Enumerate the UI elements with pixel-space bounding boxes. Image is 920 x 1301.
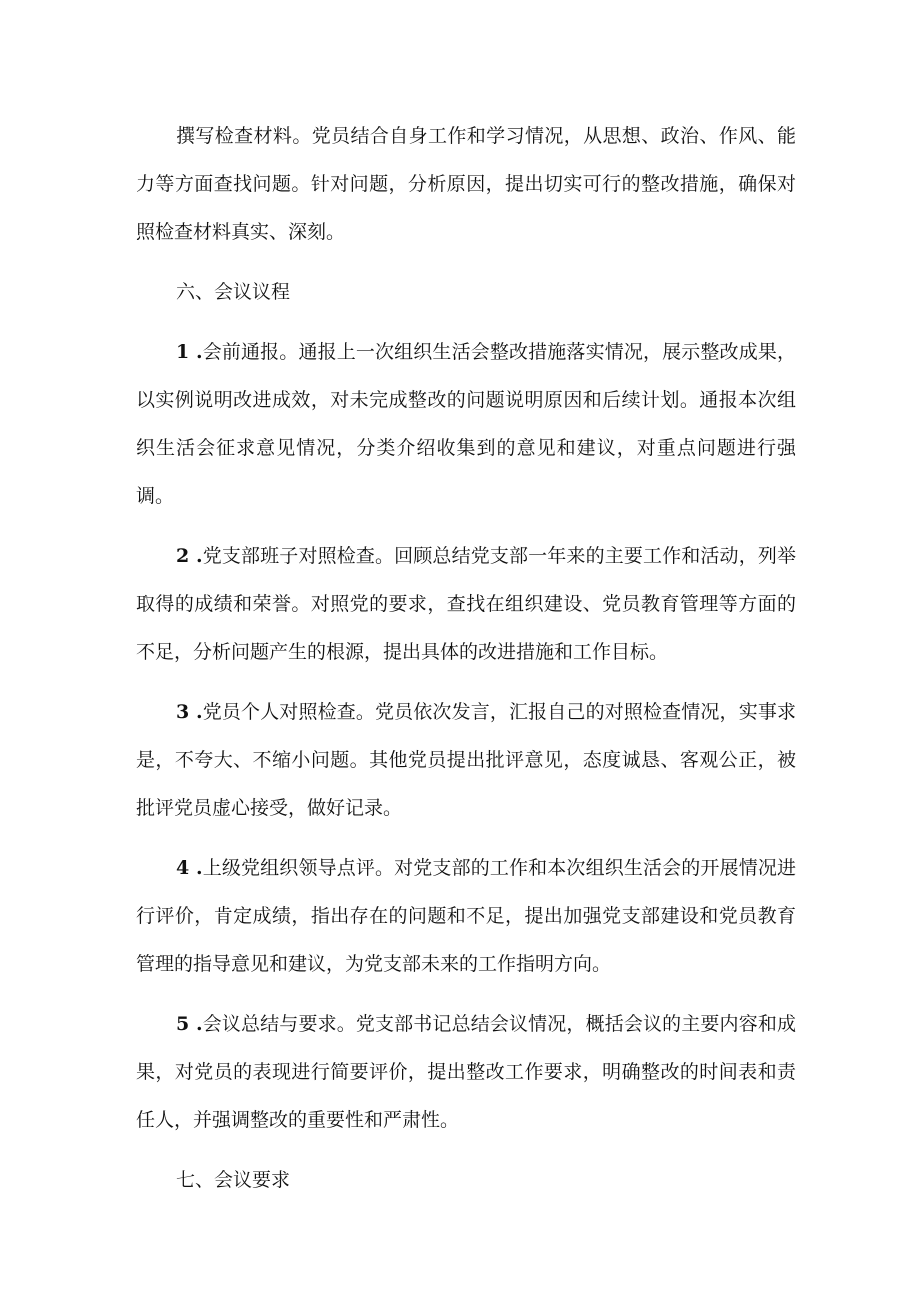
- section-heading-requirements: 七、会议要求: [176, 1169, 291, 1191]
- agenda-item-1: [136, 328, 796, 520]
- section-heading-agenda: 六、会议议程: [176, 281, 291, 303]
- agenda-item-4: [136, 844, 796, 988]
- item-number: 5 .: [176, 1013, 203, 1035]
- item-text: 党员个人对照检查。党员依次发言，汇报自己的对照检查情况，实事求是，不夸大、不缩小问题。其他党员提出批评意见，态度诚恳、客观公正，被批评党员虚心接受，做好记录。: [136, 701, 796, 819]
- item-text: 会前通报。通报上一次组织生活会整改措施落实情况，展示整改成果，以实例说明改进成效，对未完成整改的问题说明原因和后续计划。通报本次组织生活会征求意见情况，分类介绍收集到的意见和建议，对重点问题进行强调。: [136, 341, 796, 507]
- agenda-item-2: [136, 532, 796, 676]
- intro-paragraph: 撰写检查材料。党员结合自身工作和学习情况，从思想、政治、作风、能力等方面查找问题。针对问题，分析原因，提出切实可行的整改措施，确保对照检查材料真实、深刻。: [136, 125, 796, 243]
- agenda-item-5: [136, 1000, 796, 1144]
- item-text: 党支部班子对照检查。回顾总结党支部一年来的主要工作和活动，列举取得的成绩和荣誉。对照党的要求，查找在组织建设、党员教育管理等方面的不足，分析问题产生的根源，提出具体的改进措施和工作目标。: [136, 545, 796, 663]
- item-text: 会议总结与要求。党支部书记总结会议情况，概括会议的主要内容和成果，对党员的表现进行简要评价，提出整改工作要求，明确整改的时间表和责任人，并强调整改的重要性和严肃性。: [136, 1013, 796, 1131]
- item-number: 3 .: [176, 701, 203, 723]
- agenda-item-3: [136, 688, 796, 832]
- item-number: 1 .: [176, 341, 203, 363]
- item-text: 上级党组织领导点评。对党支部的工作和本次组织生活会的开展情况进行评价，肯定成绩，指出存在的问题和不足，提出加强党支部建设和党员教育管理的指导意见和建议，为党支部未来的工作指明方向。: [136, 857, 796, 975]
- document-body: [136, 112, 796, 1216]
- item-number: 2 .: [176, 545, 203, 567]
- item-number: 4 .: [176, 857, 203, 879]
